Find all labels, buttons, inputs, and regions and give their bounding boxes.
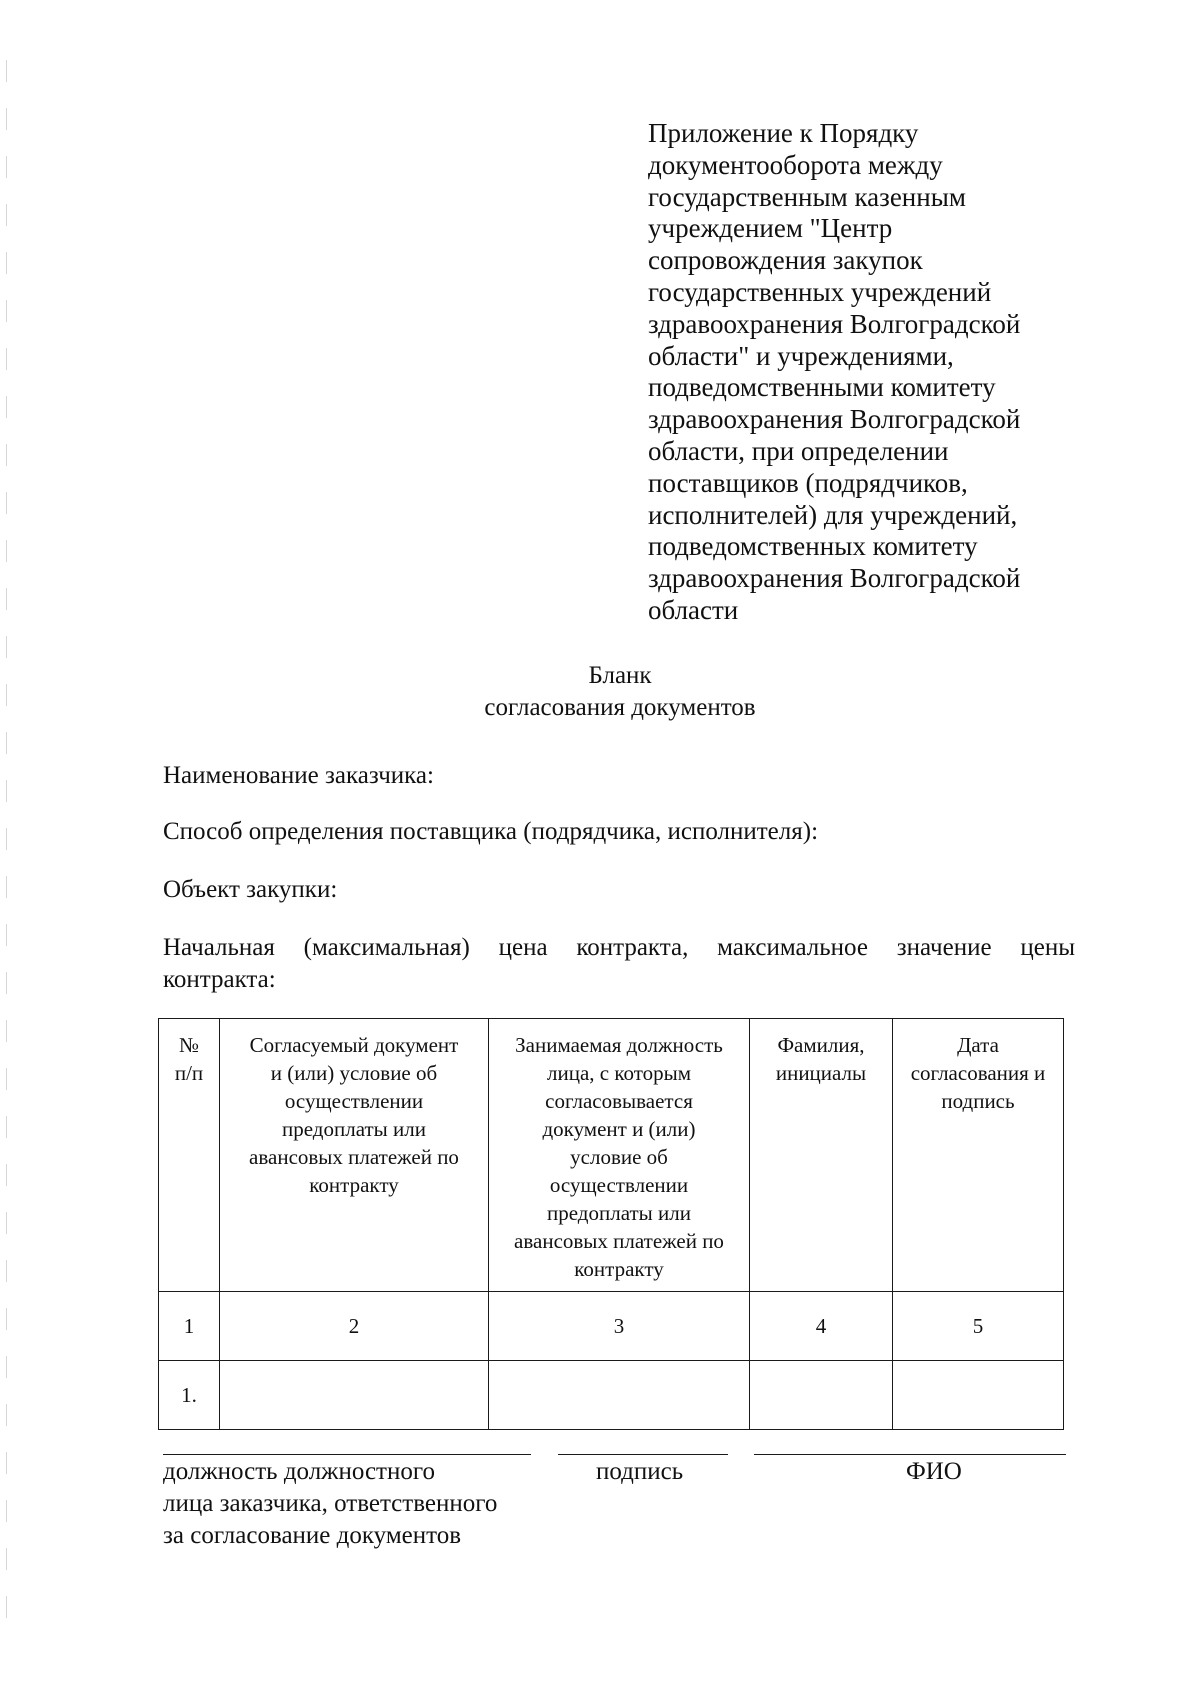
column-number-cell: 2 [220, 1292, 489, 1361]
header-text: осуществлении [284, 1089, 424, 1113]
header-text: условие об [570, 1145, 668, 1169]
header-text: Фамилия, [777, 1033, 865, 1057]
appendix-line: сопровождения закупок [648, 245, 923, 276]
appendix-line: области" и учреждениями, [648, 340, 954, 371]
appendix-line: государственным казенным [648, 181, 966, 212]
header-text: предоплаты или [547, 1201, 691, 1225]
header-cell-number [159, 1019, 220, 1292]
approval-table [158, 1018, 1064, 1430]
position-caption-line: лица заказчика, ответственного [163, 1490, 498, 1517]
form-title-line1: Бланк [588, 662, 652, 689]
appendix-line: здравоохранения Волгоградской [648, 404, 1021, 435]
header-text: подпись [941, 1089, 1015, 1113]
appendix-line: подведомственных комитету [648, 531, 978, 562]
header-text: п/п [174, 1061, 204, 1085]
table-cell-position[interactable] [489, 1361, 750, 1430]
appendix-note [648, 118, 1078, 627]
column-number-cell: 4 [750, 1292, 893, 1361]
header-text: авансовых платежей по [249, 1145, 459, 1169]
column-number-row [159, 1292, 1064, 1361]
appendix-line: Приложение к Порядку [648, 118, 919, 148]
header-text: документ и (или) [542, 1117, 696, 1141]
header-text: Занимаемая должность [515, 1033, 723, 1057]
appendix-line: учреждением "Центр [648, 213, 893, 244]
position-caption-line: должность должностного [163, 1458, 435, 1485]
contract-price-line1: Начальная (максимальная) цена контракта, максимальное значение цены [163, 934, 1075, 961]
table-cell-date-signature[interactable] [893, 1361, 1064, 1430]
header-cell-document [220, 1019, 489, 1292]
supplier-method-label: Способ определения поставщика (подрядчика, исполнителя): [163, 818, 819, 845]
table-cell-number: 1. [159, 1361, 220, 1430]
header-text: согласовывается [545, 1089, 693, 1113]
fio-signature-line [754, 1454, 1066, 1455]
header-cell-position [489, 1019, 750, 1292]
contract-price-line2: контракта: [163, 966, 276, 993]
appendix-line: здравоохранения Волгоградской [648, 563, 1021, 594]
scan-edge-marks [6, 60, 7, 1620]
header-text: № [178, 1033, 200, 1057]
appendix-line: документооборота между [648, 149, 943, 180]
column-number-cell: 1 [159, 1292, 220, 1361]
appendix-line: поставщиков (подрядчиков, [648, 467, 968, 498]
position-caption-line: за согласование документов [163, 1522, 462, 1549]
header-text: согласования и [910, 1061, 1046, 1085]
position-caption [163, 1456, 563, 1552]
appendix-line: исполнителей) для учреждений, [648, 499, 1018, 530]
column-number-cell: 5 [893, 1292, 1064, 1361]
header-text: предоплаты или [282, 1117, 426, 1141]
header-text: Согласуемый документ [249, 1033, 459, 1057]
header-text: Дата [957, 1033, 999, 1057]
appendix-line: подведомственными комитету [648, 372, 996, 403]
form-title [420, 660, 820, 724]
customer-name-label: Наименование заказчика: [163, 762, 434, 789]
form-title-line2: согласования документов [484, 694, 756, 721]
header-text: авансовых платежей по [514, 1229, 724, 1253]
header-text: осуществлении [549, 1173, 689, 1197]
table-row [159, 1361, 1064, 1430]
header-text: инициалы [775, 1061, 867, 1085]
table-cell-name[interactable] [750, 1361, 893, 1430]
header-text: и (или) условие об [270, 1061, 438, 1085]
appendix-line: области [648, 594, 739, 625]
fio-caption: ФИО [906, 1458, 962, 1485]
appendix-line: области, при определении [648, 435, 949, 466]
header-cell-date-signature [893, 1019, 1064, 1292]
header-cell-name [750, 1019, 893, 1292]
table-header-row [159, 1019, 1064, 1292]
table-cell-document[interactable] [220, 1361, 489, 1430]
appendix-line: здравоохранения Волгоградской [648, 308, 1021, 339]
signature-caption: подпись [596, 1458, 684, 1485]
header-text: контракту [309, 1173, 399, 1197]
appendix-line: государственных учреждений [648, 276, 992, 307]
column-number-cell: 3 [489, 1292, 750, 1361]
signature-line [558, 1454, 728, 1455]
contract-price-label [163, 932, 1075, 996]
position-signature-line [163, 1454, 531, 1455]
procurement-object-label: Объект закупки: [163, 876, 338, 903]
header-text: контракту [574, 1257, 664, 1281]
header-text: лица, с которым [546, 1061, 691, 1085]
